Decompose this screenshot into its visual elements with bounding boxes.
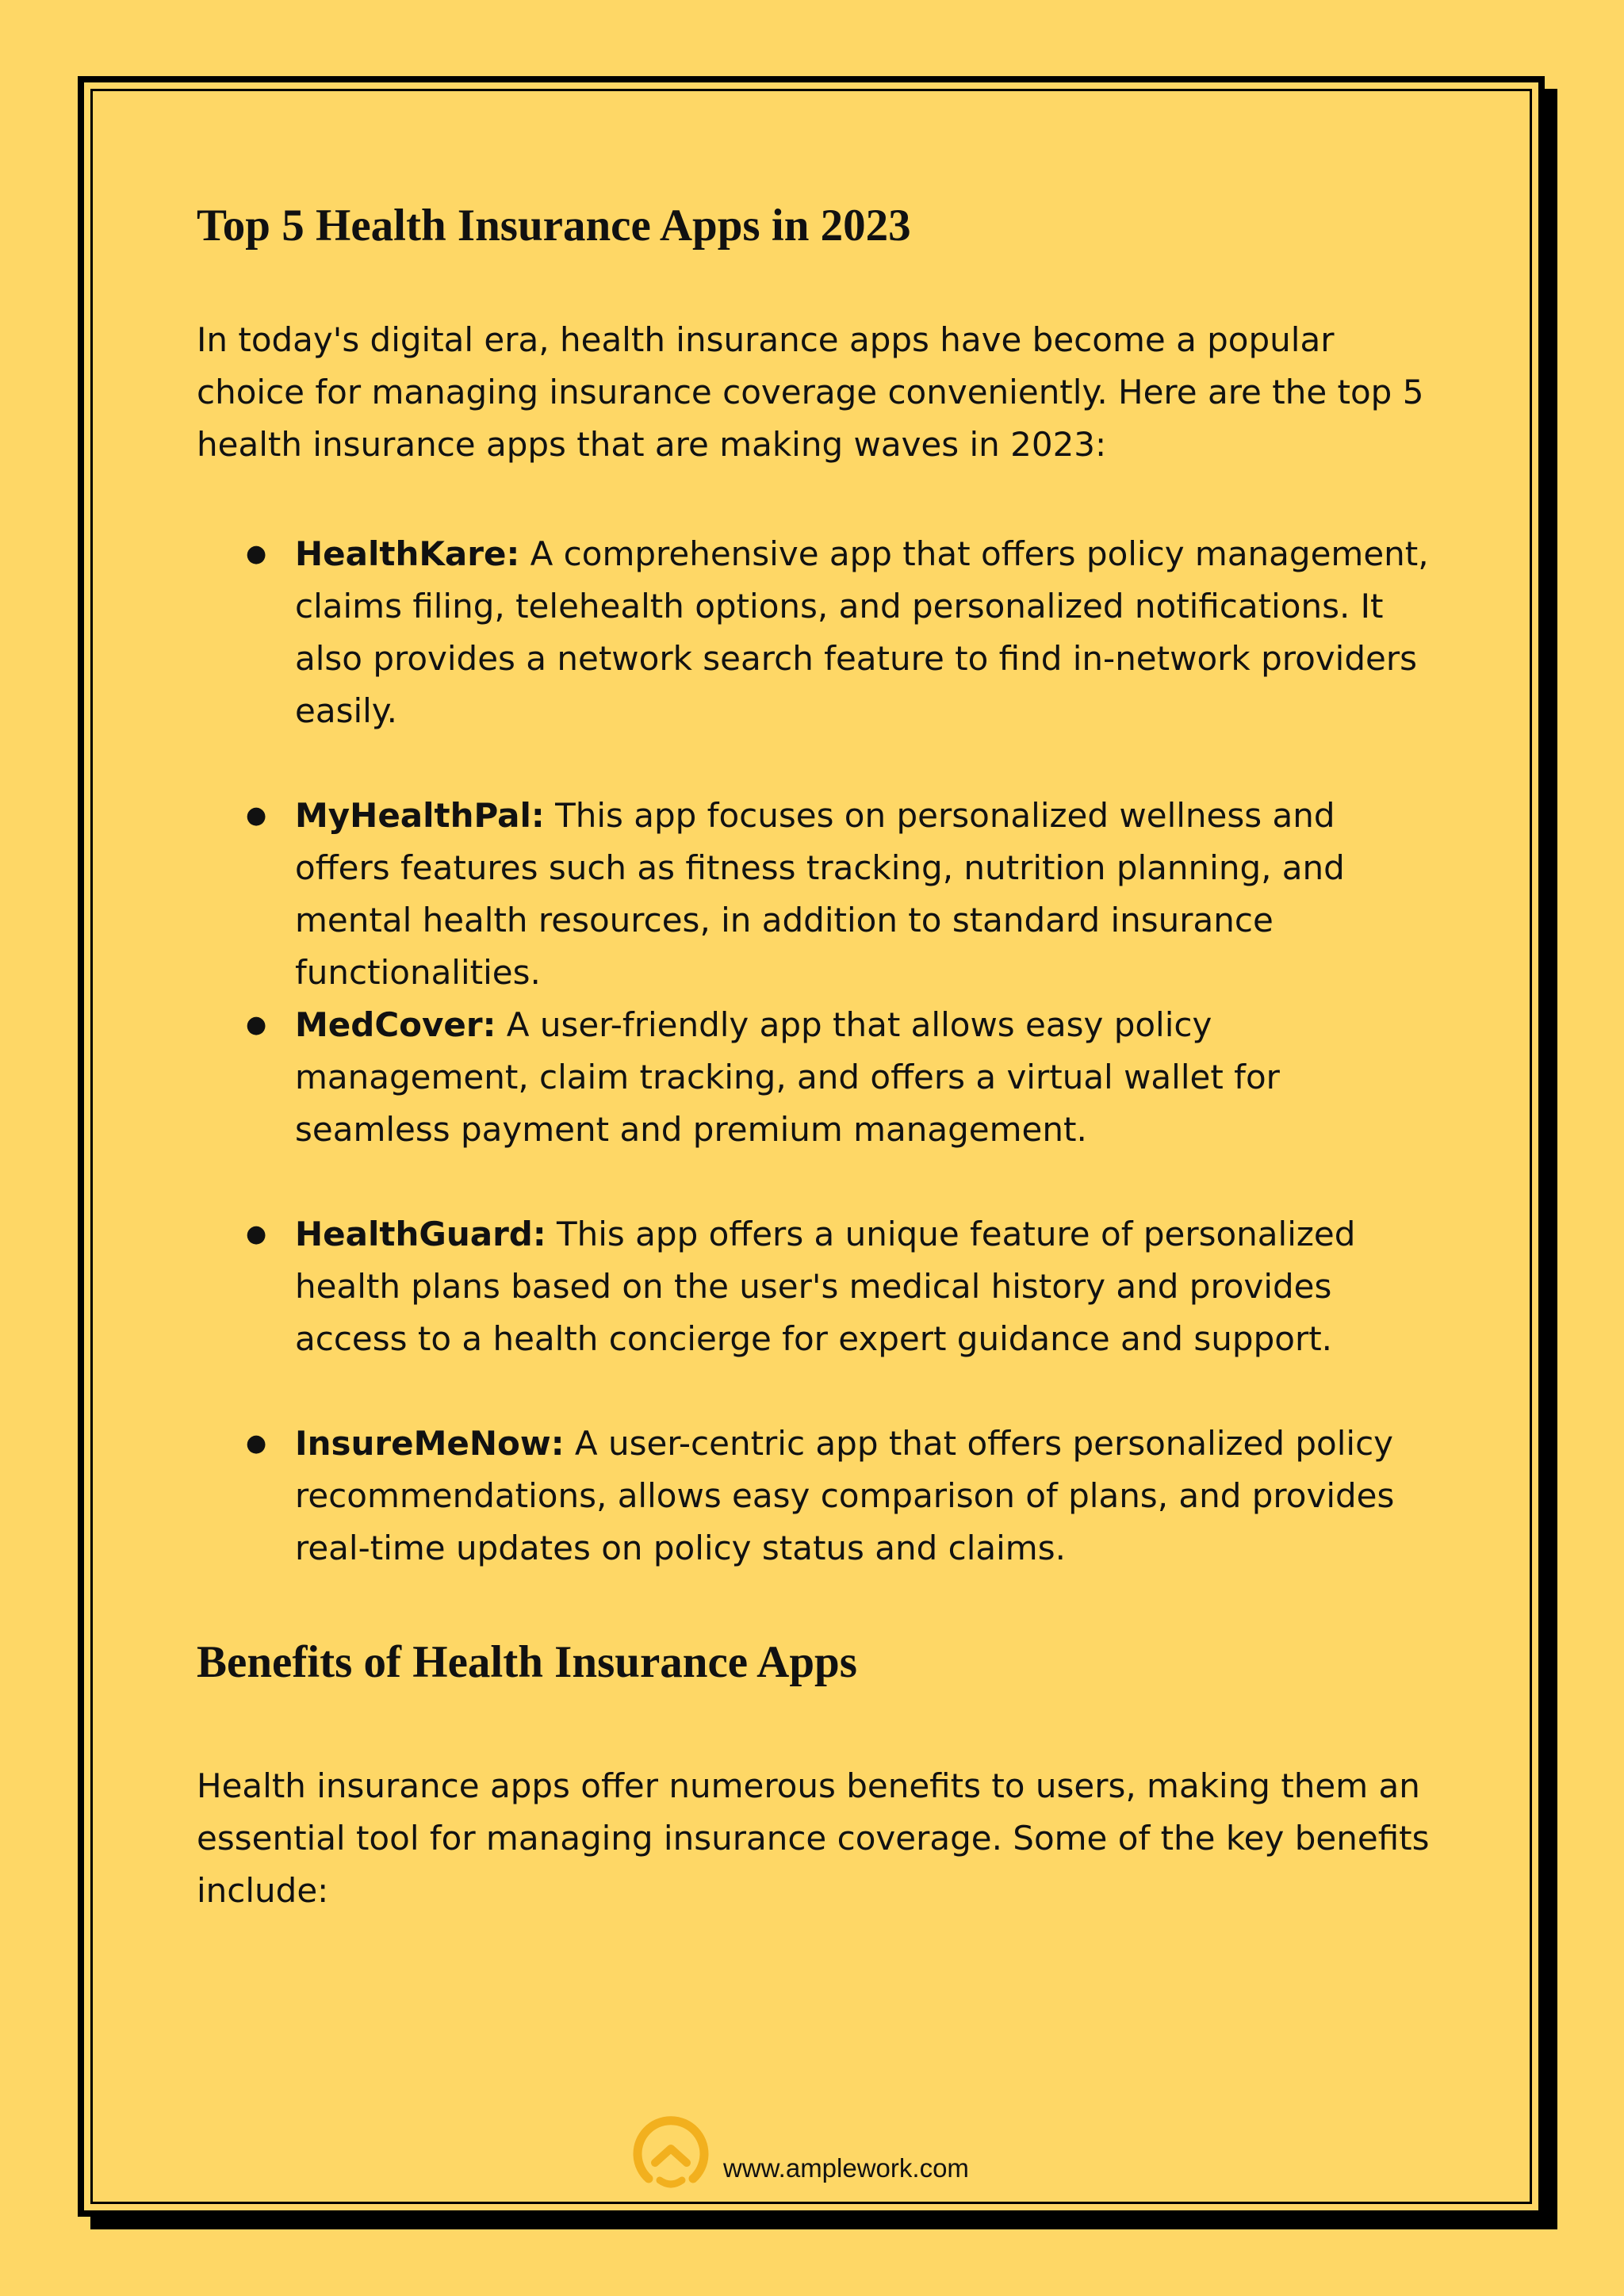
bullet-icon: ● [246,1011,267,1039]
bullet-icon: ● [246,1429,267,1457]
article-title: Top 5 Health Insurance Apps in 2023 [197,201,911,251]
intro-paragraph: In today's digital era, health insurance apps have become a popular choice for managing insurance coverage conveniently. Here are the top 5 health insurance apps that are making waves in 2023: [197,320,1424,464]
app-description: This app offers a unique feature of personalized health plans based on the user's medical history and provides access to a health concierge for expert guidance and support. [295,1215,1356,1358]
bullet-icon: ● [246,540,267,568]
app-name: HealthGuard: [295,1215,546,1253]
app-name: HealthKare: [295,534,520,573]
app-description: This app focuses on personalized wellness and offers features such as fitness tracking, nutrition planning, and mental health resources, in addition to standard insurance functionalities. [295,796,1345,992]
benefits-paragraph: Health insurance apps offer numerous benefits to users, making them an essential tool for managing insurance coverage. Some of the key benefits include: [197,1766,1430,1910]
app-name: InsureMeNow: [295,1424,565,1463]
app-description: A comprehensive app that offers policy management, claims filing, telehealth options, and personalized notifications. It also provides a network search feature to find in-network providers easily. [295,534,1429,730]
list-item-insuremenow [197,1418,1434,1575]
app-description: A user-friendly app that allows easy policy management, claim tracking, and offers a virtual wallet for seamless payment and premium management. [295,1005,1280,1149]
article-content [197,190,1434,1917]
website-link[interactable]: www.amplework.com [723,2153,969,2183]
page-footer [0,2109,1624,2196]
apps-list [197,528,1434,1575]
benefits-heading: Benefits of Health Insurance Apps [197,1637,857,1687]
amplework-logo-icon [631,2115,710,2195]
list-item-healthguard [197,1208,1434,1365]
bullet-icon: ● [246,802,267,829]
app-name: MedCover: [295,1005,496,1044]
bullet-icon: ● [246,1220,267,1248]
app-name: MyHealthPal: [295,796,545,835]
list-item-myhealthpal [197,790,1434,999]
app-description: A user-centric app that offers personalized policy recommendations, allows easy comparison of plans, and provides real-time updates on policy status and claims. [295,1424,1395,1567]
list-item-healthkare [197,528,1434,737]
list-item-medcover [197,999,1434,1156]
